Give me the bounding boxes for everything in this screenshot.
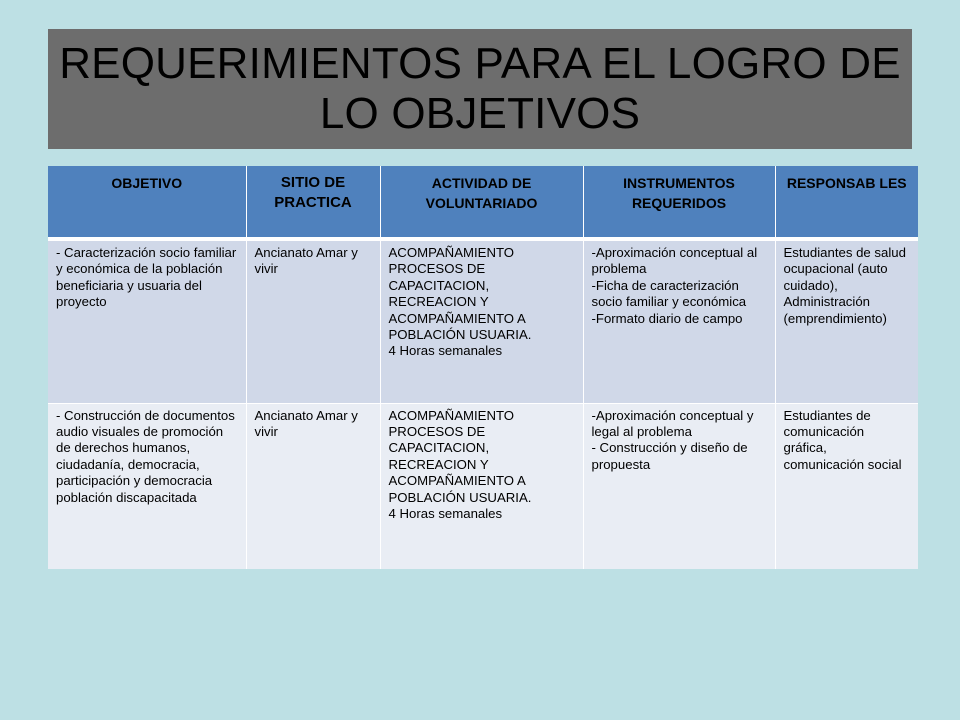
header-responsables: RESPONSAB LES [775, 166, 918, 239]
cell-instrumentos: -Aproximación conceptual y legal al problema - Construcción y diseño de propuesta [583, 403, 775, 569]
cell-sitio: Ancianato Amar y vivir [246, 239, 380, 403]
header-actividad-de-voluntariado: ACTIVIDAD DE VOLUNTARIADO [380, 166, 583, 239]
cell-sitio: Ancianato Amar y vivir [246, 403, 380, 569]
table-row [48, 239, 918, 403]
table-header-row [48, 166, 918, 239]
slide-title: REQUERIMIENTOS PARA EL LOGRO DE LO OBJETIVOS [59, 39, 901, 138]
table-row [48, 403, 918, 569]
cell-actividad: ACOMPAÑAMIENTO PROCESOS DE CAPACITACION, RECREACION Y ACOMPAÑAMIENTO A POBLACIÓN USUARIA. 4 Horas semanales [380, 403, 583, 569]
cell-actividad: ACOMPAÑAMIENTO PROCESOS DE CAPACITACION, RECREACION Y ACOMPAÑAMIENTO A POBLACIÓN USUARIA. 4 Horas semanales [380, 239, 583, 403]
header-sitio-de-practica: SITIO DE PRACTICA [246, 166, 380, 239]
header-objetivo: OBJETIVO [48, 166, 246, 239]
cell-objetivo: - Caracterización socio familiar y económica de la población beneficiaria y usuaria del proyecto [48, 239, 246, 403]
requirements-table [48, 166, 918, 569]
cell-responsables: Estudiantes de comunicación gráfica, comunicación social [775, 403, 918, 569]
cell-instrumentos: -Aproximación conceptual al problema -Ficha de caracterización socio familiar y económica -Formato diario de campo [583, 239, 775, 403]
cell-responsables: Estudiantes de salud ocupacional (auto cuidado), Administración (emprendimiento) [775, 239, 918, 403]
title-banner [48, 29, 912, 149]
header-instrumentos-requeridos: INSTRUMENTOS REQUERIDOS [583, 166, 775, 239]
cell-objetivo: - Construcción de documentos audio visuales de promoción de derechos humanos, ciudadanía, democracia, participación y democracia población discapacitada [48, 403, 246, 569]
